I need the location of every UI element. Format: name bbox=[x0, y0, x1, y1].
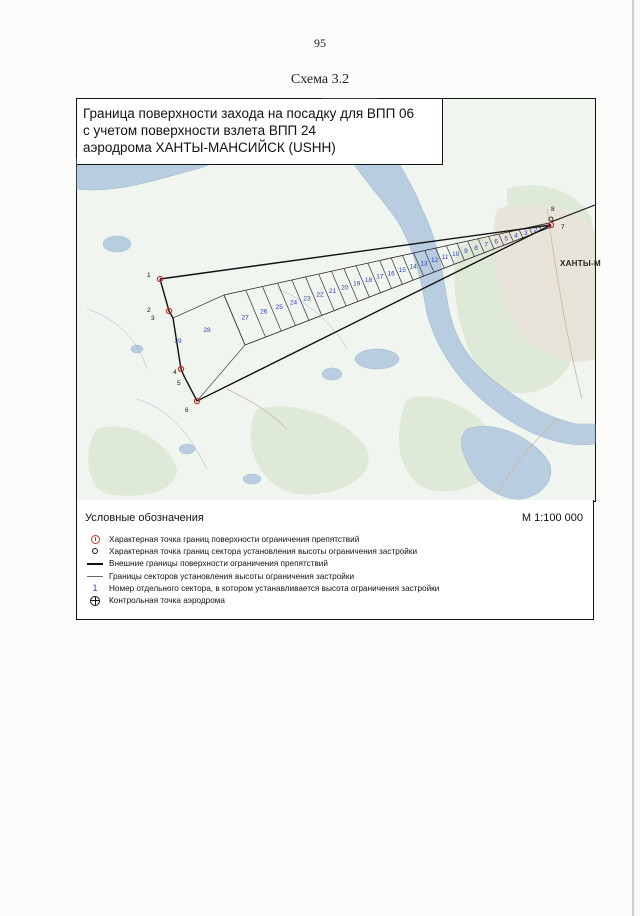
sector-number-label: 11 bbox=[441, 254, 449, 262]
boundary-point-label: 7 bbox=[561, 224, 565, 231]
sector-number-label: 3 bbox=[524, 229, 528, 237]
sector-number-label: 28 bbox=[203, 327, 211, 334]
legend-items bbox=[85, 533, 439, 607]
sector-number-label: 26 bbox=[260, 308, 268, 316]
boundary-point-label: 2 bbox=[147, 307, 151, 314]
sector-number-label: 25 bbox=[275, 304, 283, 312]
boundary-point-label: 3 bbox=[151, 315, 155, 322]
legend-item bbox=[85, 582, 439, 594]
sector-number-label: 24 bbox=[289, 299, 298, 307]
red-circle-marker-icon bbox=[91, 535, 100, 544]
map-title-box bbox=[77, 99, 443, 165]
boundary-point-label: 5 bbox=[177, 380, 181, 387]
sector-number-label: 29 bbox=[174, 338, 182, 345]
sector-number-label: 20 bbox=[341, 284, 349, 292]
map-frame bbox=[76, 98, 601, 502]
sector-number-label: 9 bbox=[464, 247, 468, 255]
sector-number-label: 27 bbox=[241, 314, 249, 322]
legend-item bbox=[85, 558, 439, 570]
legend-item-label: Характерная точка границ поверхности ограничения препятствий bbox=[109, 534, 360, 544]
lake bbox=[355, 349, 399, 369]
thick-line-icon bbox=[87, 563, 103, 565]
page-number: 95 bbox=[314, 36, 326, 50]
map-title-line: с учетом поверхности взлета ВПП 24 bbox=[83, 123, 317, 138]
legend-item-label: Границы секторов установления высоты ограничения застройки bbox=[109, 571, 355, 581]
small-circle-icon bbox=[92, 548, 98, 554]
sector-number-label: 23 bbox=[303, 295, 311, 303]
aerodrome-crosshair-icon bbox=[90, 596, 100, 606]
schema-caption: Схема 3.2 bbox=[290, 72, 350, 87]
boundary-point-label: 8 bbox=[551, 206, 555, 213]
legend-item-label: Номер отдельного сектора, в котором устанавливается высота ограничения застройки bbox=[109, 583, 440, 593]
sector-number-label: 18 bbox=[364, 277, 373, 285]
legend bbox=[76, 500, 594, 620]
map-scale: М 1:100 000 bbox=[521, 512, 583, 524]
lake bbox=[243, 474, 261, 484]
sector-number-label: 19 bbox=[353, 280, 361, 288]
lake bbox=[103, 236, 131, 252]
map-title-line: аэродрома ХАНТЫ-МАНСИЙСК (USHH) bbox=[83, 140, 336, 155]
sector-number-label: 1 bbox=[543, 223, 548, 231]
sector-number-label: 22 bbox=[316, 291, 324, 299]
sector-number-label: 16 bbox=[387, 270, 395, 278]
sector-number-label: 7 bbox=[484, 241, 489, 249]
sector-number-label: 8 bbox=[474, 244, 478, 252]
legend-item bbox=[85, 570, 439, 582]
scan-edge bbox=[632, 0, 634, 916]
sector-number-label: 13 bbox=[420, 260, 428, 268]
sector-number-label: 5 bbox=[504, 235, 508, 243]
sector-number-label: 10 bbox=[451, 250, 460, 258]
lake bbox=[131, 345, 143, 353]
boundary-point-label: 6 bbox=[185, 407, 189, 414]
legend-item bbox=[85, 594, 439, 606]
sector-number-label: 6 bbox=[494, 238, 499, 246]
boundary-point-label: 4 bbox=[173, 369, 177, 376]
thin-line-icon bbox=[87, 576, 103, 577]
map-title-line: Граница поверхности захода на посадку для ВПП 06 bbox=[83, 106, 415, 121]
city-label: ХАНТЫ-М bbox=[559, 259, 601, 268]
legend-item-label: Характерная точка границ сектора установления высоты ограничения застройки bbox=[109, 546, 418, 556]
sector-number-label: 14 bbox=[409, 263, 417, 271]
sector-number-label: 12 bbox=[431, 257, 439, 265]
sector-number-symbol: 1 bbox=[92, 583, 98, 594]
sector-number-label: 4 bbox=[514, 232, 518, 240]
legend-item bbox=[85, 533, 439, 545]
sector-number-label: 17 bbox=[376, 273, 384, 281]
legend-item-label: Контрольная точка аэродрома bbox=[109, 596, 225, 606]
sector-number-label: 2 bbox=[533, 226, 538, 234]
lake bbox=[322, 368, 342, 380]
lake bbox=[179, 444, 195, 454]
sector-number-label: 21 bbox=[328, 287, 337, 295]
legend-item bbox=[85, 545, 439, 557]
boundary-point-label: 1 bbox=[147, 272, 151, 279]
legend-item-label: Внешние границы поверхности ограничения препятствий bbox=[109, 559, 328, 569]
legend-title: Условные обозначения bbox=[85, 512, 204, 524]
sector-number-label: 15 bbox=[398, 266, 406, 274]
